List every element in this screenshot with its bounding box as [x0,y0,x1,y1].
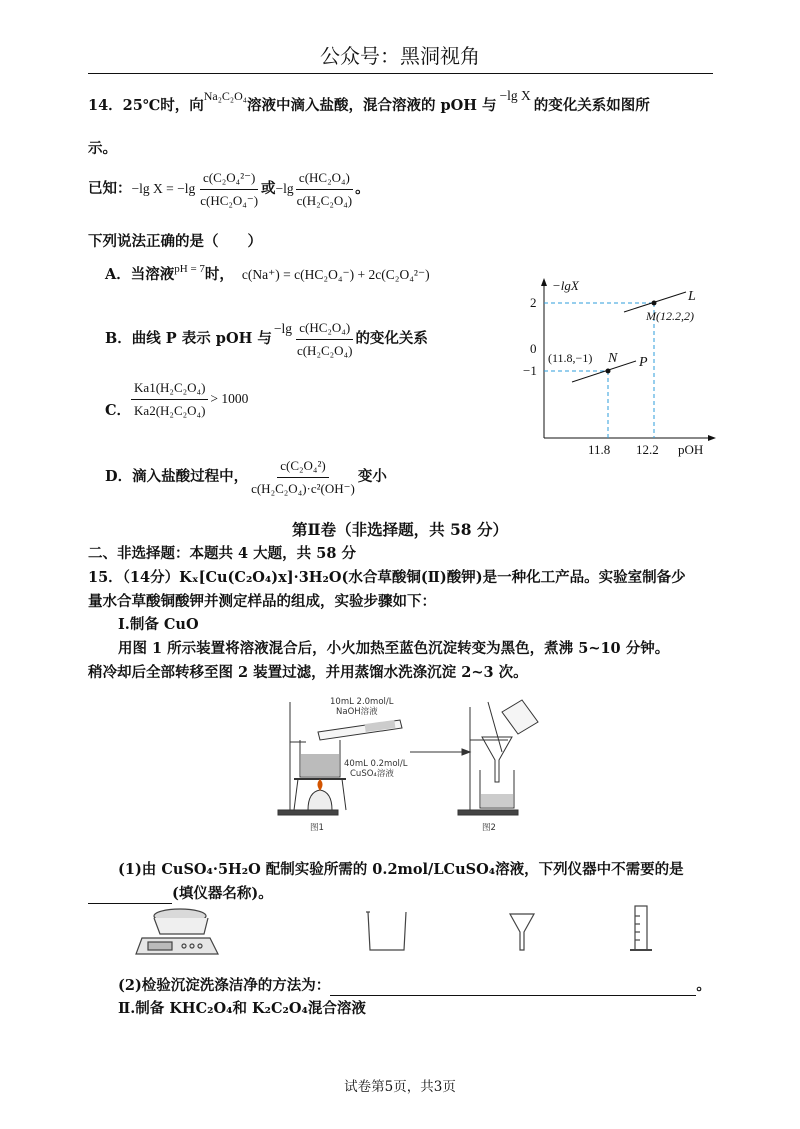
funnel-icon [510,914,534,950]
answer-blank-2[interactable] [330,979,696,996]
step1-heading-text: Ⅰ.制备 CuO [118,616,199,633]
step1-para2-text: 稍冷却后全部转移至图 2 装置过滤，并用蒸馏水洗涤沉淀 2~3 次。 [88,664,528,681]
x-axis-label: pOH [678,442,704,457]
sub-q2 [118,976,711,996]
part2-title [0,518,800,540]
known-period: 。 [355,180,370,197]
step1-para2 [88,663,528,683]
optb-den: c(H₂C₂O₄) [296,342,353,358]
option-c-fraction [131,378,208,421]
step1-para1-text: 用图 1 所示装置将溶液混合后，小火加热至蓝色沉淀转变为黑色，煮沸 5~10 分钟。 [118,640,670,657]
q15-line2-text: 量水合草酸铜酸钾并测定样品的组成，实验步骤如下： [88,593,436,610]
q14-text-b: 的变化关系如图所 [533,97,650,114]
known-neg-lg: −lg [275,181,294,196]
sub-q1-line2 [88,884,273,904]
point-N [606,369,611,374]
option-b-label: B．曲线 P 表示 pOH 与 [105,330,272,347]
option-d-label: D．滴入盐酸过程中， [105,468,249,485]
q14-line1 [88,88,650,116]
fig1-caption: 图1 [310,823,324,833]
tripod-leg1 [294,779,298,810]
stand2-base [458,810,518,815]
naoh-label-2: NaOH溶液 [336,707,378,717]
q14-line2-text: 示。 [88,140,117,157]
option-d [105,450,387,504]
q15-line1 [88,568,686,588]
page-footer [0,1075,800,1095]
q15-line2 [88,592,436,612]
option-c-gt: > 1000 [210,391,249,406]
page-header [0,40,800,69]
process-arrow-head [462,749,470,755]
sub-q2-text: (2)检验沉淀洗涤洁净的方法为： [118,977,331,994]
q14-line2 [88,139,117,159]
f1-num: c(C₂O₄²⁻) [200,168,258,190]
q14-salt: Na₂C₂O₄ [203,89,247,103]
option-a-equation: c(Na⁺) = c(HC₂O₄⁻) + 2c(C₂O₄²⁻) [241,267,430,282]
poh-chart [520,270,720,460]
option-b-fraction [294,318,355,361]
flame [318,780,322,790]
sub-q1-text: (1)由 CuSO₄·5H₂O 配制实验所需的 0.2mol/LCuSO₄溶液，下列仪器中不需要的是 [118,861,684,878]
glass-rod [488,702,502,752]
f2-den: c(H₂C₂O₄) [296,192,353,208]
graduated-cylinder-icon [630,906,652,950]
fig2-caption: 图2 [482,823,496,833]
sub-q1 [118,860,684,880]
header-text: 公众号：黑洞视角 [320,44,480,68]
y-axis-arrow [541,278,547,286]
step2-heading [118,999,366,1019]
step2-heading-text: Ⅱ.制备 KHC₂O₄和 K₂C₂O₄混合溶液 [118,1000,366,1017]
known-fraction-2 [294,168,355,211]
option-d-fraction [248,456,358,499]
option-c-label: C． [105,402,132,419]
sub-q1-text2: (填仪器名称)。 [172,885,273,902]
x-tick-12-2: 12.2 [636,442,659,457]
y-axis-label: −lgX [552,278,579,293]
footer-text: 试卷第5页，共3页 [344,1079,456,1095]
part2-title-text: 第Ⅱ卷（非选择题，共 58 分） [292,520,508,539]
q15-line1-text: 15．（14分）Kₓ[Cu(C₂O₄)x]·3H₂O(水合草酸铜(Ⅱ)酸钾)是一种化工产品。实验室制备少 [88,569,686,586]
section-heading [88,544,356,564]
y-tick-0: 0 [530,341,537,356]
option-a [105,262,430,288]
q14-ask-text: 下列说法正确的是（ ） [88,233,262,250]
known-label: 已知： [88,180,132,197]
beaker-icon [366,912,406,950]
option-a-label: A．当溶液 [105,266,175,283]
naoh-label-1: 10mL 2.0mol/L [330,697,394,707]
option-b [105,312,428,366]
cuso4-label-1: 40mL 0.2mol/L [344,759,408,769]
beaker2-liquid [481,794,513,807]
pour-beaker [502,700,538,734]
header-rule [88,73,713,74]
q14-known [88,162,370,216]
apparatus-figure [270,692,570,837]
known-fraction-1 [197,168,261,211]
option-c [105,372,248,426]
optd-den: c(H₂C₂O₄)·c²(OH⁻) [251,480,355,496]
y-tick-neg1: −1 [523,363,537,378]
section-heading-text: 二、非选择题：本题共 4 大题，共 58 分 [88,545,356,562]
sub-q2-end: 。 [696,977,711,994]
x-axis-arrow [708,435,716,441]
option-b-neg: −lg [273,321,292,336]
option-a-text: 时， [204,266,234,283]
y-tick-2: 2 [530,295,537,310]
alcohol-lamp [308,790,332,810]
label-L: L [688,289,696,304]
optc-num: Ka1(H₂C₂O₄) [131,378,208,400]
optd-num: c(C₂O₄²) [277,456,328,478]
f2-num: c(HC₂O₄) [296,168,353,190]
step1-para1 [118,639,669,659]
known-or: 或 [261,180,276,197]
x-tick-11-8: 11.8 [588,442,611,457]
label-P: P [639,355,648,370]
q14-ask [88,232,262,252]
known-lhs: −lg X = −lg [131,181,196,196]
f1-den: c(HC₂O₄⁻) [200,192,259,208]
step1-heading [118,615,199,635]
q14-number: 14．25℃时，向 [88,97,204,114]
point-M [652,301,657,306]
optc-den: Ka2(H₂C₂O₄) [134,402,206,418]
label-N-coords: (11.8,−1) [548,351,593,365]
beaker1-liquid [301,754,339,776]
instruments-row [130,902,690,960]
optb-num: c(HC₂O₄) [296,318,353,340]
cuso4-label-2: CuSO₄溶液 [350,769,394,779]
label-M: M(12.2,2) [646,309,694,323]
q14-text-a: 溶液中滴入盐酸，混合溶液的 pOH 与 [246,97,497,114]
electronic-balance-icon [136,909,218,954]
option-b-text: 的变化关系 [355,330,428,347]
tripod-leg2 [342,779,346,810]
option-d-text: 变小 [357,468,387,485]
stand1-base [278,810,338,815]
option-a-ph: pH = 7 [174,263,205,275]
filter-funnel [482,737,512,782]
label-N: N [608,351,618,366]
q14-lgx: −lg X [499,88,531,103]
